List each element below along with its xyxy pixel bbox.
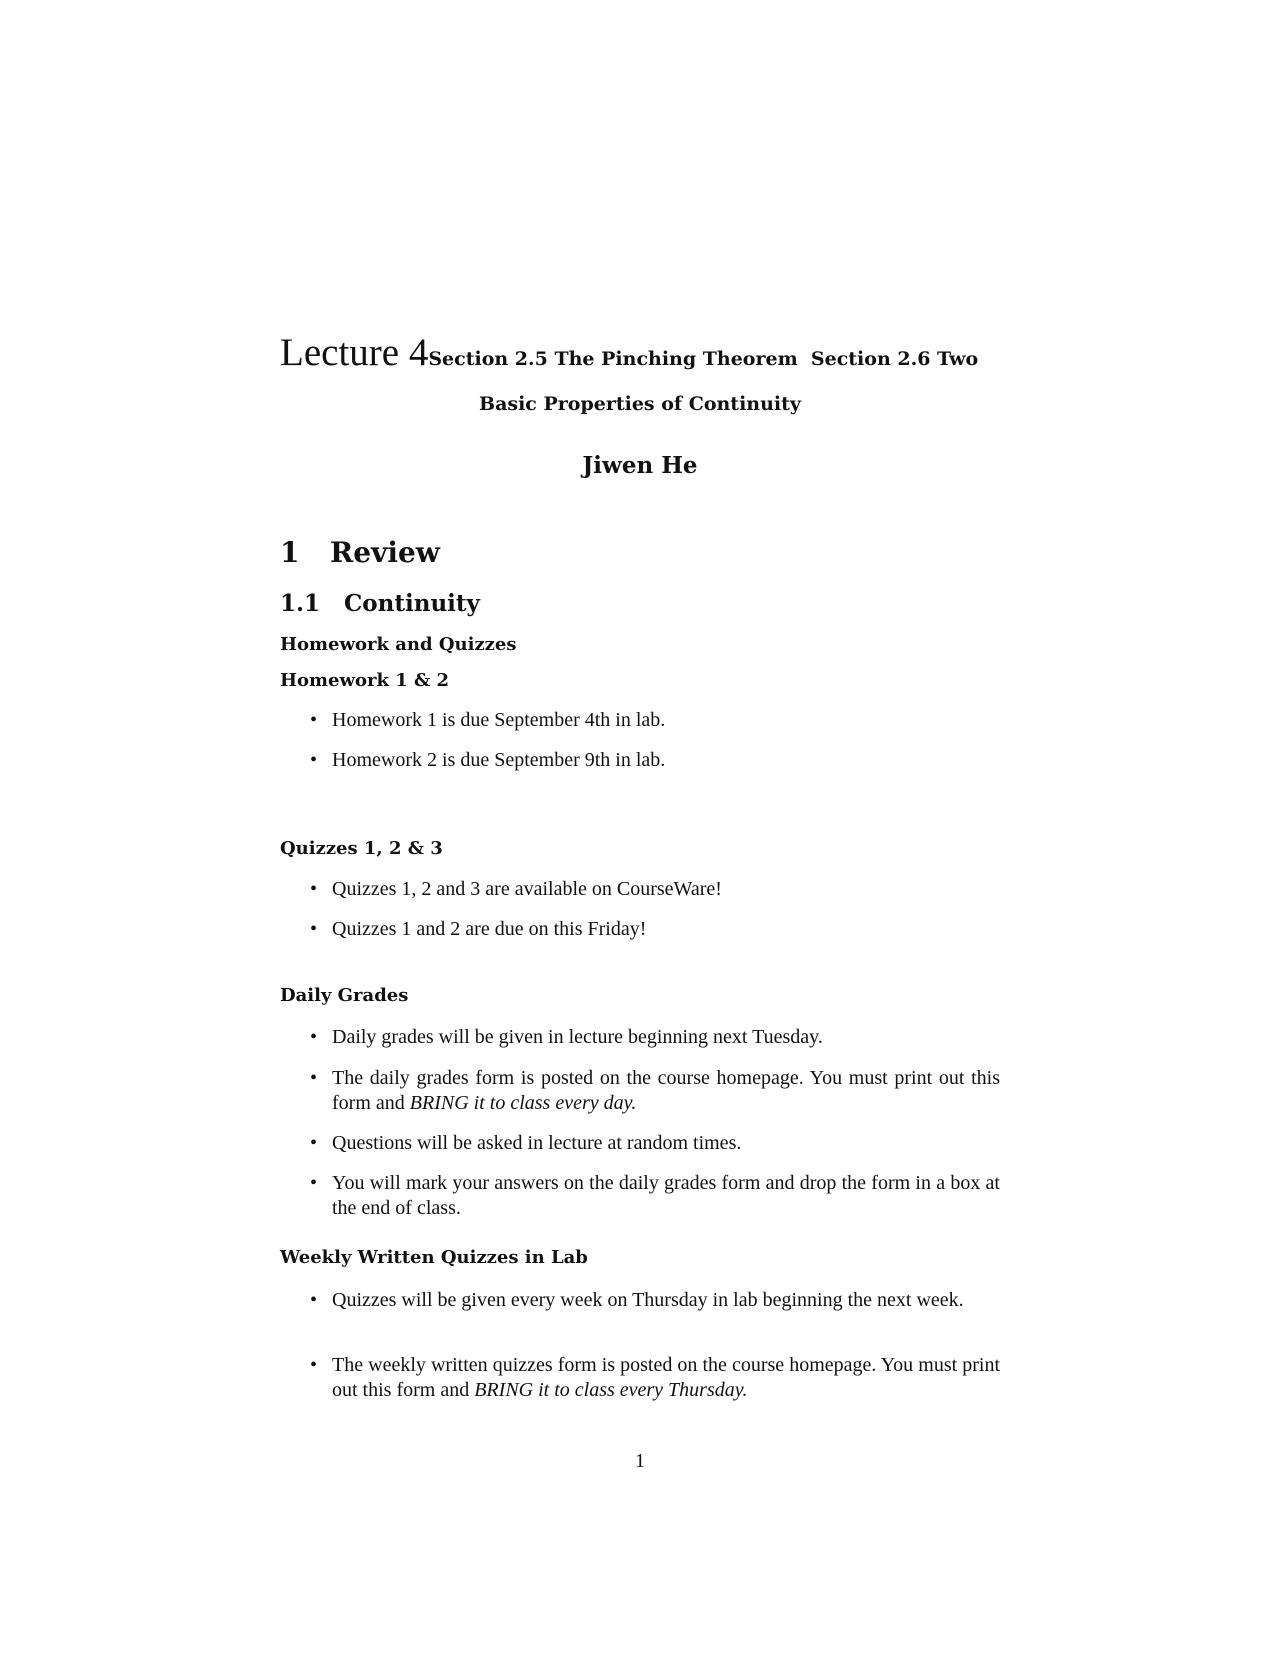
list-item-text: Homework 1 is due September 4th in lab. <box>332 709 666 731</box>
list-item <box>310 1288 1000 1313</box>
subsection-title: Continuity <box>344 590 480 617</box>
list-item <box>310 877 1000 902</box>
list-item-text: You will mark your answers on the daily grades form and drop the form in a box at the end of class. <box>332 1172 1000 1219</box>
list-item <box>310 748 1000 773</box>
lecture-title: Lecture 4 <box>280 331 429 374</box>
paragraph-heading-weekly-quizzes: Weekly Written Quizzes in Lab <box>280 1247 588 1268</box>
list-item-text <box>332 1066 1000 1116</box>
bullet-icon: • <box>310 709 318 731</box>
list-item-text: Quizzes 1, 2 and 3 are available on CourseWare! <box>332 878 722 900</box>
bullet-icon: • <box>310 1172 318 1194</box>
subsection-heading-continuity <box>280 590 480 617</box>
list-item <box>310 1025 1000 1050</box>
document-title <box>280 330 978 375</box>
subsection-number: 1.1 <box>280 590 321 617</box>
bullet-icon: • <box>310 1354 318 1376</box>
list-item-text <box>332 1353 1000 1403</box>
paragraph-heading-quizzes: Quizzes 1, 2 & 3 <box>280 838 443 859</box>
list-item-text: Daily grades will be given in lecture beginning next Tuesday. <box>332 1026 823 1048</box>
list-item-text-part: The daily grades form is posted on the course homepage. You must print out this form and <box>332 1067 1000 1114</box>
author-name: Jiwen He <box>582 452 698 479</box>
list-item <box>310 917 1000 942</box>
lecture-subtitle-line1: Section 2.5 The Pinching Theorem Section 2.6 Two <box>428 348 979 370</box>
list-item-text: Homework 2 is due September 9th in lab. <box>332 749 666 771</box>
list-item <box>310 708 1000 733</box>
paragraph-heading-daily-grades: Daily Grades <box>280 985 409 1006</box>
list-item-text: Quizzes 1 and 2 are due on this Friday! <box>332 918 647 940</box>
section-number: 1 <box>280 536 300 569</box>
lecture-subtitle-line2: Basic Properties of Continuity <box>479 393 801 415</box>
bullet-icon: • <box>310 878 318 900</box>
bullet-icon: • <box>310 918 318 940</box>
page-number: 1 <box>635 1450 645 1472</box>
bullet-icon: • <box>310 749 318 771</box>
paragraph-heading-homework: Homework 1 & 2 <box>280 670 450 691</box>
bullet-icon: • <box>310 1026 318 1048</box>
list-item <box>310 1066 1000 1116</box>
bullet-icon: • <box>310 1289 318 1311</box>
bullet-icon: • <box>310 1132 318 1154</box>
emphasis-text: BRING it to class every day. <box>409 1092 637 1114</box>
emphasis-text: BRING it to class every Thursday. <box>474 1379 748 1401</box>
list-item <box>310 1171 1000 1221</box>
bullet-icon: • <box>310 1067 318 1089</box>
section-title: Review <box>330 536 440 569</box>
paragraph-heading-homework-quizzes: Homework and Quizzes <box>280 634 517 655</box>
list-item <box>310 1353 1000 1403</box>
list-item-text: Questions will be asked in lecture at random times. <box>332 1132 742 1154</box>
list-item-text: Quizzes will be given every week on Thursday in lab beginning the next week. <box>332 1289 964 1311</box>
section-heading-review <box>280 536 440 569</box>
list-item <box>310 1131 1000 1156</box>
list-item-text-part: The weekly written quizzes form is posted on the course homepage. You must print out this form and <box>332 1354 1000 1401</box>
